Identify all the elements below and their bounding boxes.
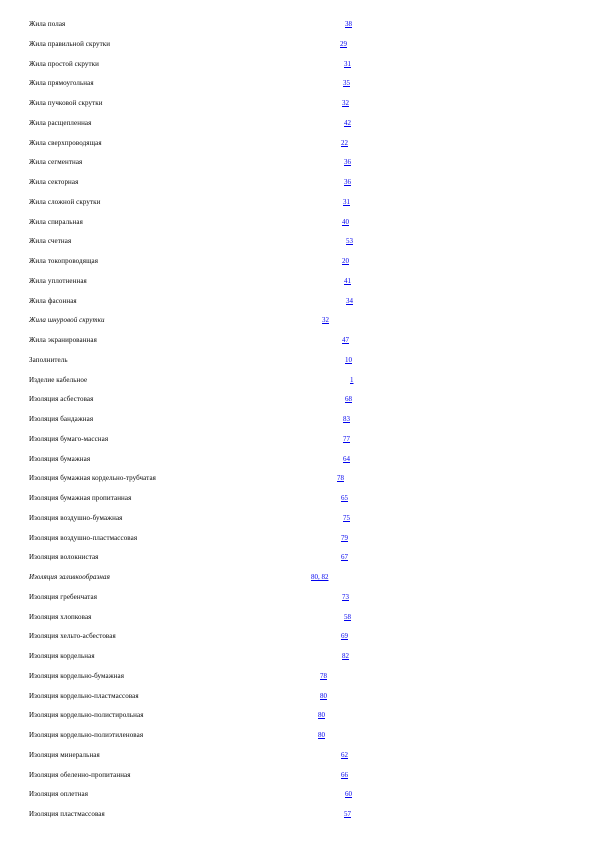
page-reference-link[interactable]: 83	[343, 415, 350, 423]
index-term: Жила сегментная	[29, 158, 83, 167]
index-entry	[0, 96, 595, 110]
index-entry	[0, 37, 595, 51]
index-entry	[0, 76, 595, 90]
page-reference-link[interactable]: 34	[346, 296, 353, 305]
index-term: Изоляция бумаго-массная	[29, 434, 109, 443]
page-reference-link[interactable]: 73	[342, 592, 349, 601]
index-entry	[0, 116, 595, 130]
index-term: Жила шнуровой скрутки	[29, 316, 105, 325]
index-term: Изоляция заливкообразная	[29, 573, 110, 581]
index-term: Жила экранированная	[29, 336, 97, 344]
page-reference-link[interactable]: 80	[320, 691, 327, 700]
index-entry	[0, 353, 595, 367]
index-term: Изоляция обеленно-пропитанная	[29, 770, 131, 779]
index-term: Изоляция кордельно-полиэтиленовая	[29, 731, 144, 739]
index-entry	[0, 254, 595, 268]
index-entry	[0, 274, 595, 288]
page-reference-link[interactable]: 64	[343, 454, 350, 463]
page-reference-link[interactable]: 62	[341, 750, 348, 759]
index-entry	[0, 708, 595, 722]
index-entry	[0, 787, 595, 801]
index-term: Изоляция хлопковая	[29, 612, 92, 621]
index-entry	[0, 590, 595, 604]
index-term: Изоляция воздушно-пластмассовая	[29, 533, 138, 542]
page-reference-link[interactable]: 38	[345, 20, 352, 28]
index-term: Изоляция бумажная пропитанная	[29, 494, 132, 502]
index-entry	[0, 215, 595, 229]
index-term: Жила пучковой скрутки	[29, 99, 103, 107]
page-reference-link[interactable]: 31	[343, 197, 350, 206]
index-entry	[0, 392, 595, 406]
index-entry	[0, 728, 595, 742]
index-term: Заполнитель	[29, 355, 68, 364]
page-reference-link[interactable]: 22	[341, 138, 348, 147]
page-reference-link[interactable]: 20	[342, 257, 349, 265]
page-reference-link[interactable]: 68	[345, 395, 352, 404]
page-reference-link[interactable]: 41	[344, 276, 351, 285]
index-term: Изоляция минеральная	[29, 750, 100, 759]
page-reference-link[interactable]: 75	[343, 513, 350, 522]
index-term: Изоляция бумажная	[29, 454, 91, 463]
index-term: Изоляция кордельно-полистирольная	[29, 711, 144, 720]
page-reference-link[interactable]: 57	[344, 810, 351, 818]
page-reference-link[interactable]: 69	[341, 632, 348, 641]
page-reference-link[interactable]: 47	[342, 336, 349, 344]
page-reference-link[interactable]: 80	[318, 711, 325, 720]
index-term: Изоляция асбестовая	[29, 395, 94, 404]
index-term: Жила правильной скрутки	[29, 39, 111, 48]
index-term: Жила токопроводящая	[29, 257, 99, 265]
page-reference-link[interactable]: 80, 82	[311, 573, 329, 581]
index-term: Изоляция кордельная	[29, 652, 95, 660]
index-entry	[0, 373, 595, 387]
index-term: Жила полая	[29, 20, 66, 28]
page-reference-link[interactable]: 10	[345, 355, 352, 364]
index-entry	[0, 768, 595, 782]
index-term: Изоляция бумажная кордельно-трубчатая	[29, 474, 156, 483]
page-reference-link[interactable]: 40	[342, 217, 349, 226]
index-term: Изоляция оплетная	[29, 790, 89, 799]
index-entry	[0, 531, 595, 545]
index-term: Жила прямоугольная	[29, 79, 94, 88]
page-reference-link[interactable]: 60	[345, 790, 352, 799]
index-entry	[0, 333, 595, 347]
index-entry	[0, 550, 595, 564]
index-entry	[0, 175, 595, 189]
index-entry	[0, 234, 595, 248]
index-entry	[0, 610, 595, 624]
page-reference-link[interactable]: 80	[318, 731, 325, 739]
index-term: Жила уплотненная	[29, 276, 87, 285]
index-term: Жила расщепленная	[29, 118, 92, 127]
page-reference-link[interactable]: 78	[337, 474, 344, 483]
index-term: Изоляция хельто-асбестовая	[29, 632, 116, 641]
index-entry	[0, 432, 595, 446]
index-term: Жила фасонная	[29, 296, 77, 305]
page-reference-link[interactable]: 65	[341, 494, 348, 502]
index-entry	[0, 452, 595, 466]
index-term: Изоляция воздушно-бумажная	[29, 513, 123, 522]
index-entry	[0, 807, 595, 821]
page-reference-link[interactable]: 82	[342, 652, 349, 660]
page-reference-link[interactable]: 77	[343, 434, 350, 443]
page-reference-link[interactable]: 32	[322, 316, 329, 325]
page-reference-link[interactable]: 1	[350, 375, 354, 384]
index-term: Жила спиральная	[29, 217, 83, 226]
page-reference-link[interactable]: 36	[344, 178, 351, 186]
page-reference-link[interactable]: 42	[344, 118, 351, 127]
index-entry	[0, 17, 595, 31]
index-entry	[0, 136, 595, 150]
page-reference-link[interactable]: 58	[344, 612, 351, 621]
index-entry	[0, 511, 595, 525]
index-term: Изоляция кордельно-бумажная	[29, 671, 125, 680]
index-term: Изоляция пластмассовая	[29, 810, 105, 818]
index-term: Изделие кабельное	[29, 375, 88, 384]
index-term: Изоляция волокнистая	[29, 553, 99, 562]
index-term: Жила секторная	[29, 178, 79, 186]
index-term: Изоляция бандажная	[29, 415, 94, 423]
index-entry	[0, 649, 595, 663]
index-term: Изоляция кордельно-пластмассовая	[29, 691, 139, 700]
index-entry	[0, 669, 595, 683]
index-entry	[0, 629, 595, 643]
page-reference-link[interactable]: 29	[340, 39, 347, 48]
page-reference-link[interactable]: 31	[344, 59, 351, 68]
page-reference-link[interactable]: 67	[341, 553, 348, 562]
index-term: Жила простой скрутки	[29, 59, 99, 68]
page-reference-link[interactable]: 53	[346, 237, 353, 246]
index-entry	[0, 57, 595, 71]
index-entry	[0, 471, 595, 485]
page-reference-link[interactable]: 36	[344, 158, 351, 167]
index-entry	[0, 689, 595, 703]
index-entry	[0, 570, 595, 584]
page-reference-link[interactable]: 35	[343, 79, 350, 88]
index-entry	[0, 491, 595, 505]
index-term: Жила сложной скрутки	[29, 197, 101, 206]
page-reference-link[interactable]: 78	[320, 671, 327, 680]
index-entry	[0, 313, 595, 327]
index-entry	[0, 155, 595, 169]
index-entry	[0, 412, 595, 426]
page-reference-link[interactable]: 79	[341, 533, 348, 542]
page-reference-link[interactable]: 32	[342, 99, 349, 107]
index-term: Жила счетная	[29, 237, 72, 246]
index-term: Изоляция гребенчатая	[29, 592, 98, 601]
index-entry	[0, 748, 595, 762]
page-reference-link[interactable]: 66	[341, 770, 348, 779]
index-term: Жила сверхпроводящая	[29, 138, 102, 147]
index-entry	[0, 294, 595, 308]
index-entry	[0, 195, 595, 209]
